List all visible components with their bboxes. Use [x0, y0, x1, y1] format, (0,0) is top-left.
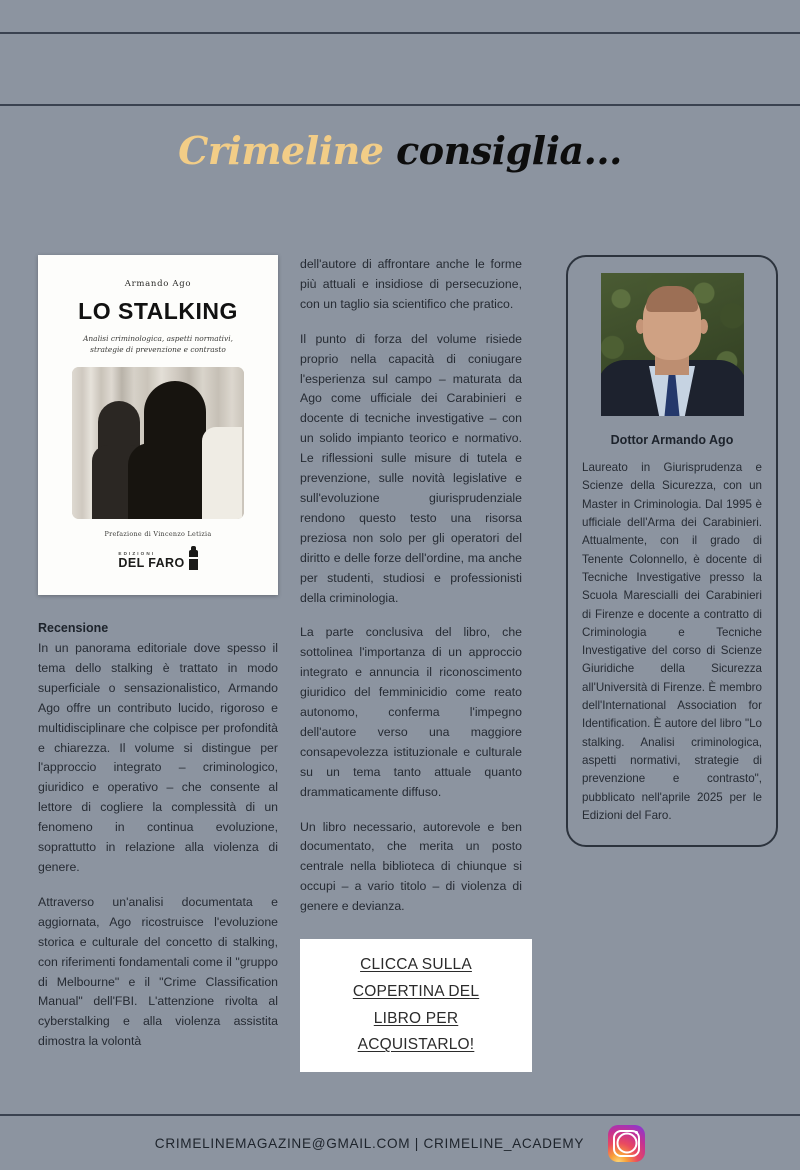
review-heading: Recensione [38, 621, 109, 635]
right-column [566, 255, 778, 847]
publisher-name-top: EDIZIONI [118, 550, 156, 556]
book-cover-author: Armando Ago [124, 279, 192, 289]
author-photo [601, 273, 744, 416]
silhouette-woman [144, 381, 206, 519]
silhouette-figure-light [202, 427, 242, 519]
page-footer [0, 1116, 800, 1170]
author-bio-text: Laureato in Giurisprudenza e Scienze della Sicurezza, con un Master in Criminologia. Dal 1995 è ufficiale dell'Arma dei Carabinieri. Attualmente, con il grado di Tenente Colonnello, è docente di Tecniche Investigative presso la Scuola Marescialli dei Carabinieri di Firenze e docente a contratto di Criminologia e Tecniche Investigative del corso di Scienze Giuridiche della Sicurezza all'Università di Firenze. È membro dell'International Association for Identification. È autore del libro "Lo stalking. Analisi criminologica, aspetti normativi, strategie di prevenzione e contrasto", pubblicato nell'aprile 2025 per le Edizioni del Faro. [582, 461, 762, 822]
author-bio [582, 459, 762, 825]
masthead-brand: Crimeline [178, 128, 384, 173]
book-cover-subtitle: Analisi criminologica, aspetti normativi, strategie di prevenzione e contrasto [83, 334, 233, 355]
lighthouse-icon [189, 550, 198, 570]
review-paragraph: Il punto di forza del volume risiede proprio nella capacità di coniugare l'esperienza sul campo – maturata da Ago come ufficiale dei Carabinieri e docente di tecniche investigative – con un solido impianto teorico e normativo. Le riflessioni sulle misure di tutela e prevenzione, sulle novità legislative e sull'evoluzione giurisprudenziale rendono questo testo una risorsa preziosa non solo per gli operatori del diritto e delle forze dell'ordine, ma anche per studenti, studiosi e professionisti della criminologia. [300, 331, 522, 605]
content-columns [0, 255, 800, 1065]
footer-contact-text: CRIMELINEMAGAZINE@GMAIL.COM | CRIMELINE_ACADEMY [154, 1135, 585, 1151]
author-card [566, 255, 778, 847]
secondary-divider-rule [0, 104, 800, 106]
masthead-suffix: consiglia... [396, 128, 622, 173]
review-paragraph: Un libro necessario, autorevole e ben documentato, che merita un posto centrale nella biblioteca di chiunque si occupi – a vario titolo – di violenza di genere e devianza. [300, 819, 522, 914]
review-paragraph: dell'autore di affrontare anche le forme più attuali e insidiose di persecuzione, con un taglio sia scientifico che pratico. [300, 257, 522, 311]
review-paragraph: Attraverso un'analisi documentata e aggiornata, Ago ricostruisce l'evoluzione storica e culturale del concetto di stalking, con riferimenti fondamentali come il "gruppo di Melbourne" e il "Crime Classification Manual" dell'FBI. L'attenzione rivolta al cyberstalking e alla violenza assistita dimostra la volontà [38, 894, 278, 1049]
book-cover-title: LO STALKING [78, 298, 238, 324]
review-paragraph: La parte conclusiva del libro, che sottolinea l'importanza di un approccio integrato e annuncia il riconoscimento giuridico del femminicidio come reato autonomo, conferma l'impegno dell'autore verso una maggiore consapevolezza istituzionale e culturale su un tema tanto attuale quanto drammaticamente diffuso. [300, 625, 522, 799]
publisher-logo [118, 550, 197, 570]
top-divider-rule [0, 32, 800, 34]
middle-column [300, 255, 522, 1072]
page-title [0, 128, 800, 173]
publisher-name-main: DEL FARO [118, 556, 185, 571]
buy-book-cta[interactable] [300, 939, 532, 1072]
author-name: Dottor Armando Ago [610, 433, 734, 447]
book-cover-preface: Prefazione di Vincenzo Letizia [104, 529, 212, 538]
head-shape [643, 288, 701, 360]
buy-book-cta-label: CLICCA SULLA COPERTINA DEL LIBRO PER ACQUISTARLO! [352, 956, 480, 1054]
review-paragraph: In un panorama editoriale dove spesso il tema dello stalking è trattato in modo superficiale o sensazionalistico, Armando Ago offre un contributo lucido, rigoroso e multidisciplinare che colpisce per profondità e chiarezza. Il volume si distingue per l'approccio integrato – criminologico, giuridico e operativo – che consente al lettore di cogliere la complessità di un fenomeno in continua evoluzione, soprattutto in relazione alla violenza di genere. [38, 641, 278, 874]
left-column [38, 255, 278, 1067]
instagram-frame [613, 1130, 640, 1157]
book-cover-image[interactable] [38, 255, 278, 595]
instagram-icon[interactable] [608, 1125, 645, 1162]
book-cover-artwork [72, 367, 244, 519]
